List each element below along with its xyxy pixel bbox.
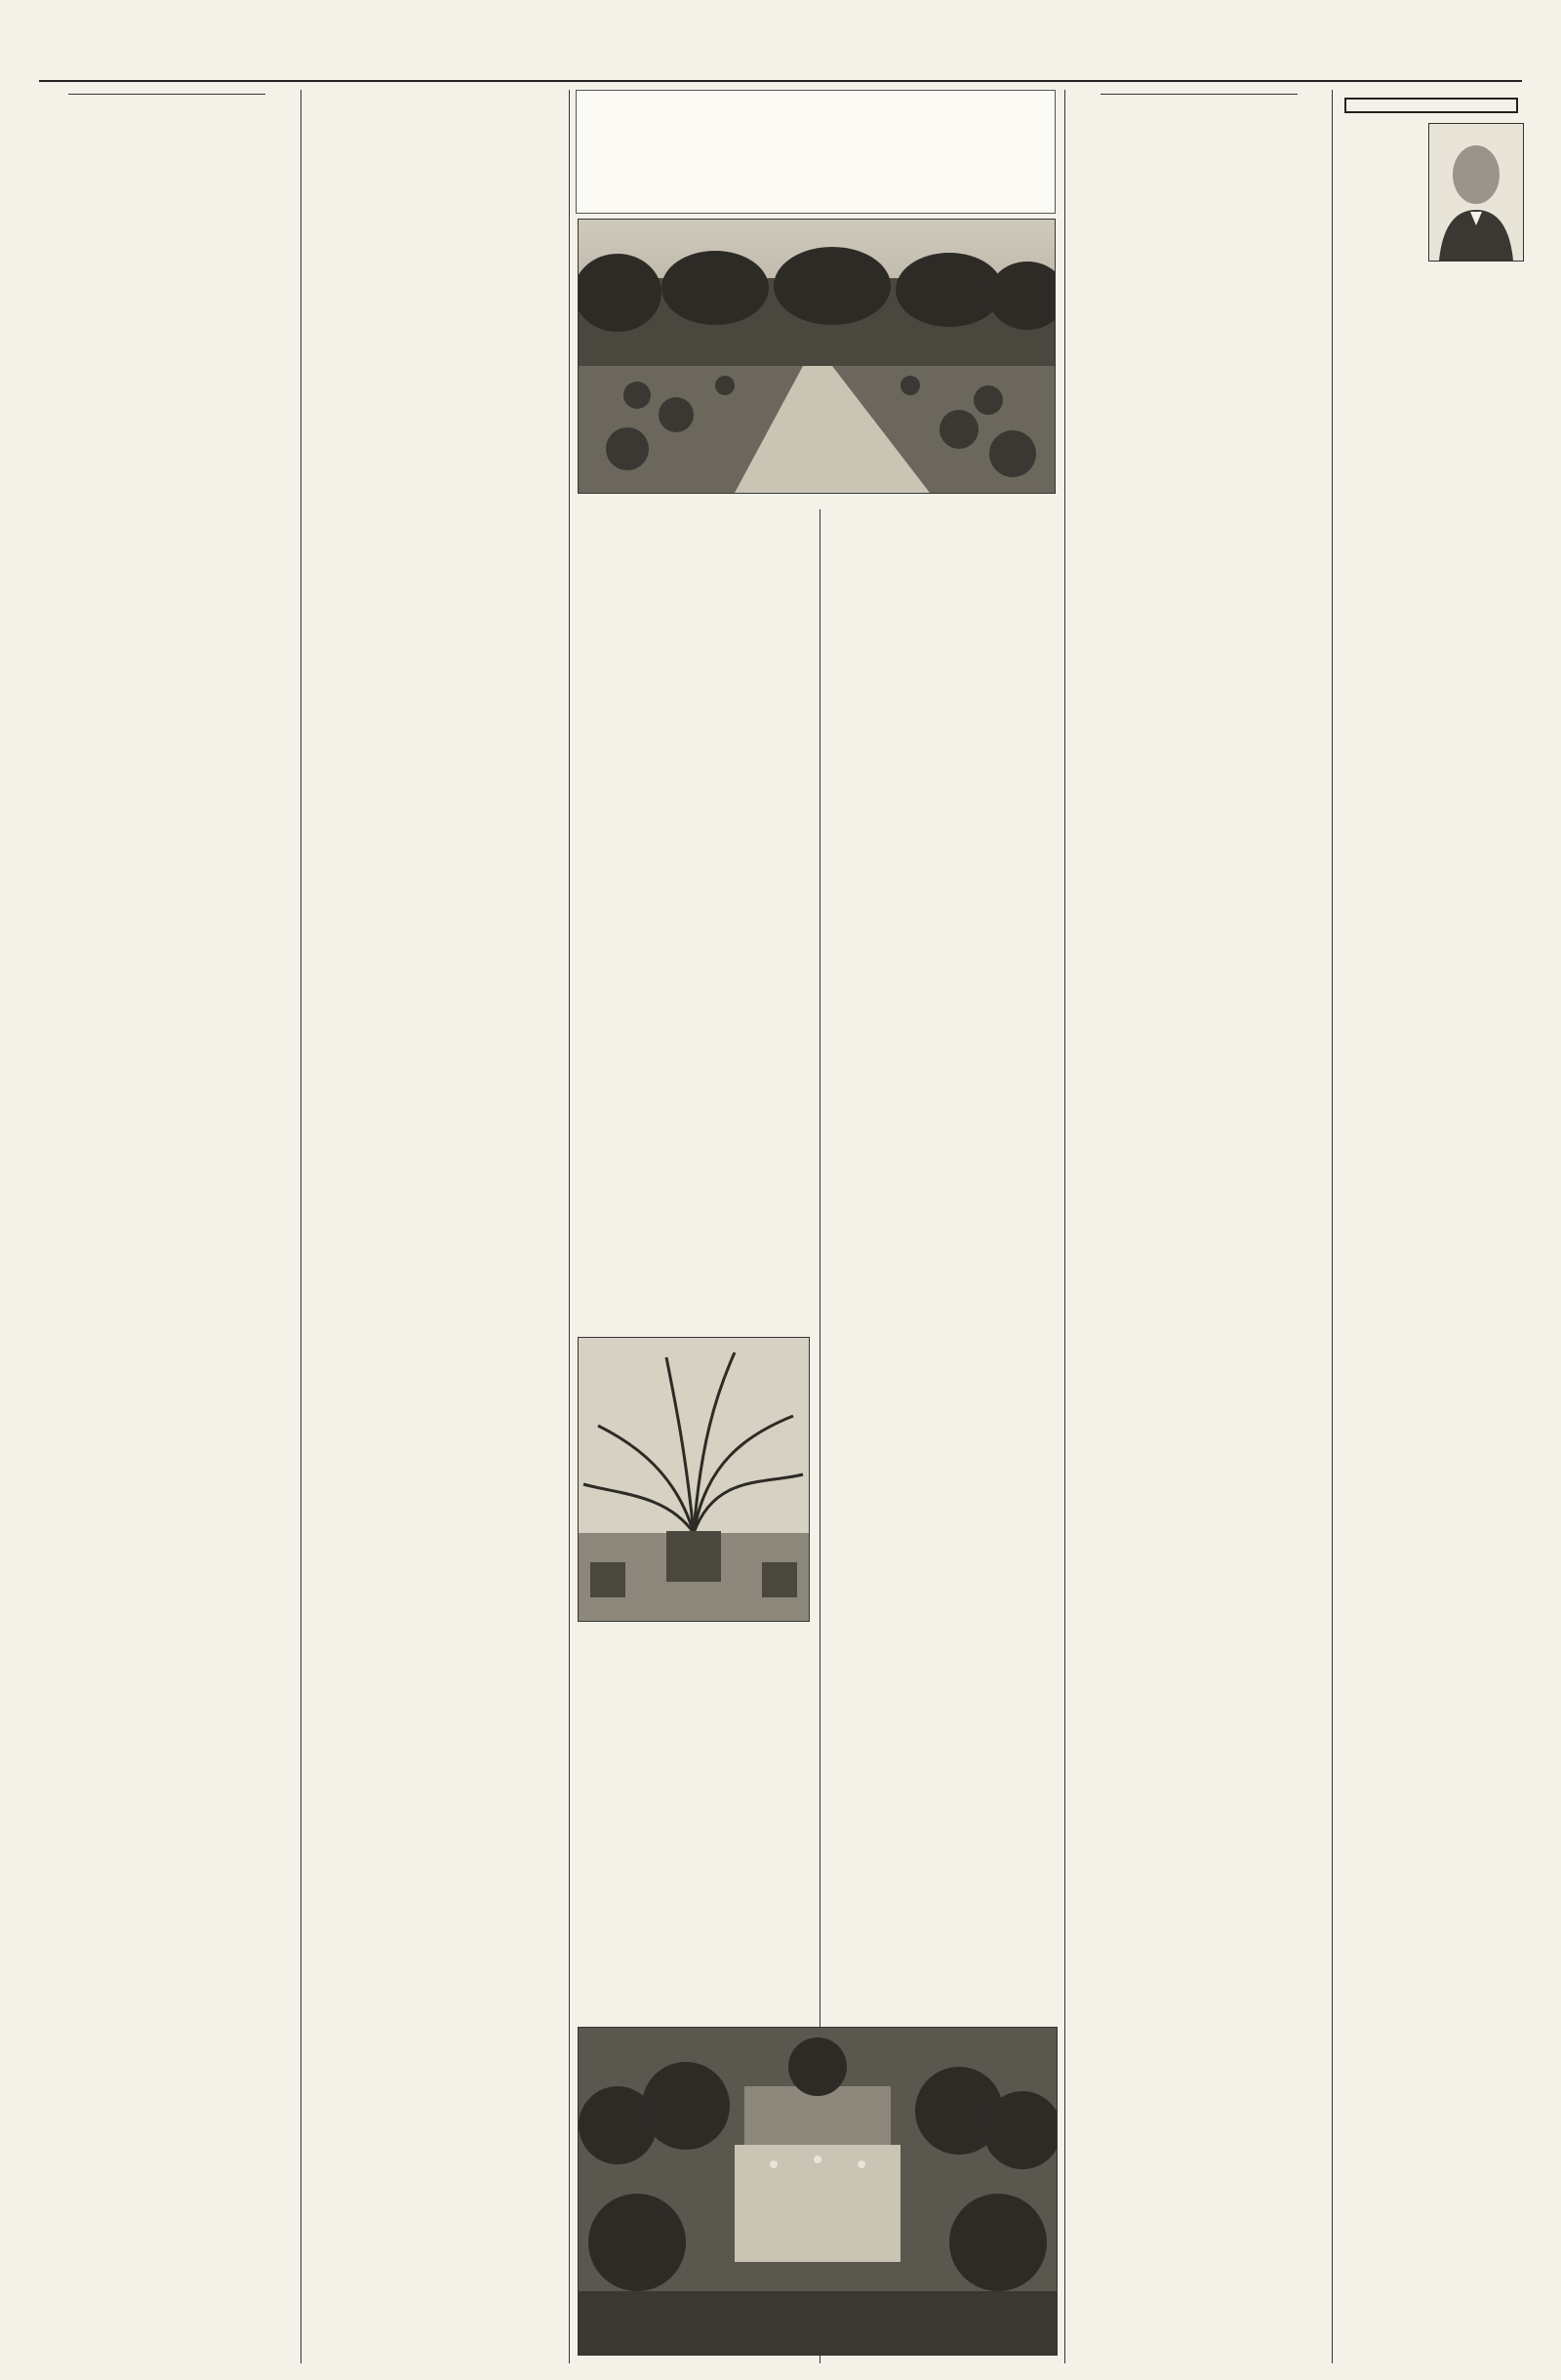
potted-plants-photo bbox=[578, 1337, 810, 1622]
sermon-title-box bbox=[1344, 98, 1518, 113]
column-home-beautiful bbox=[576, 90, 1059, 2363]
masthead bbox=[39, 51, 1522, 82]
divider bbox=[68, 94, 265, 95]
newspaper-page bbox=[39, 90, 1527, 2363]
home-beautiful-banner bbox=[576, 90, 1056, 214]
column-wages-or-gift bbox=[1339, 90, 1524, 2363]
column-city-pays-honor bbox=[39, 90, 295, 2363]
column-state-news bbox=[307, 90, 563, 2363]
column-rule bbox=[569, 90, 570, 2363]
column-illinois-news bbox=[1071, 90, 1327, 2363]
column-rule bbox=[1332, 90, 1333, 2363]
flower-garden-photo bbox=[578, 219, 1056, 494]
portrait-ketchum bbox=[1428, 123, 1524, 262]
column-rule bbox=[1064, 90, 1065, 2363]
divider bbox=[1101, 94, 1298, 95]
column-rule bbox=[300, 90, 301, 2363]
church-plants-photo bbox=[578, 2027, 1058, 2356]
